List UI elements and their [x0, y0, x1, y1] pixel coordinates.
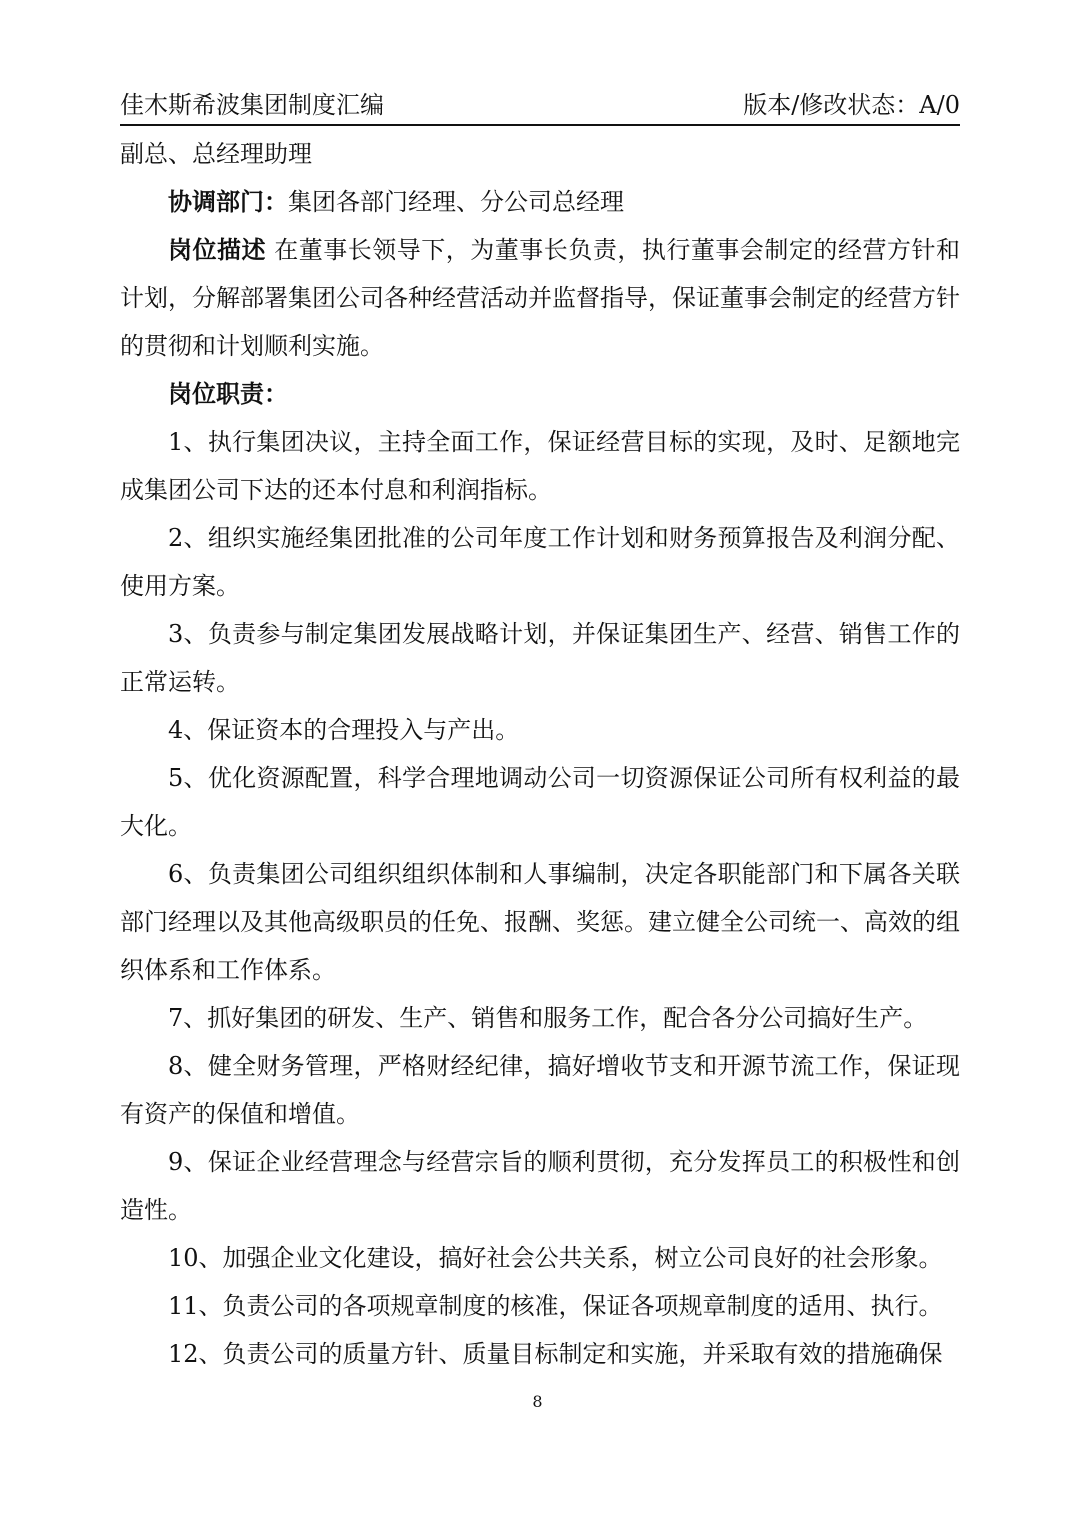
duty-item: 2、组织实施经集团批准的公司年度工作计划和财务预算报告及利润分配、使用方案。 [120, 524, 960, 600]
duty-item: 5、优化资源配置，科学合理地调动公司一切资源保证公司所有权利益的最大化。 [120, 764, 960, 840]
duty-item: 4、保证资本的合理投入与产出。 [168, 716, 520, 744]
duty-item: 11、负责公司的各项规章制度的核准，保证各项规章制度的适用、执行。 [168, 1292, 943, 1320]
page-header [120, 88, 960, 126]
description-paragraph [120, 226, 960, 370]
coordination-paragraph [120, 178, 960, 226]
duty-item: 12、负责公司的质量方针、质量目标制定和实施，并采取有效的措施确保 [168, 1340, 943, 1368]
page-number: 8 [532, 1392, 543, 1411]
header-title: 佳木斯希波集团制度汇编 [120, 91, 384, 119]
document-body [120, 130, 960, 1378]
duty-item: 8、健全财务管理，严格财经纪律，搞好增收节支和开源节流工作，保证现有资产的保值和增值。 [120, 1052, 960, 1128]
duty-item: 7、抓好集团的研发、生产、销售和服务工作，配合各分公司搞好生产。 [168, 1004, 928, 1032]
description-label: 岗位描述 [168, 235, 267, 264]
duty-item: 3、负责参与制定集团发展战略计划，并保证集团生产、经营、销售工作的正常运转。 [120, 620, 960, 696]
header-version: 版本/修改状态：A/0 [743, 91, 960, 119]
continued-line: 副总、总经理助理 [120, 140, 312, 168]
duties-heading: 岗位职责： [168, 379, 288, 408]
coordination-text: 集团各部门经理、分公司总经理 [288, 188, 624, 216]
duty-item: 9、保证企业经营理念与经营宗旨的顺利贯彻，充分发挥员工的积极性和创造性。 [120, 1148, 960, 1224]
duty-item: 1、执行集团决议，主持全面工作，保证经营目标的实现，及时、足额地完成集团公司下达的还本付息和利润指标。 [120, 428, 960, 504]
coordination-label: 协调部门： [168, 187, 288, 216]
description-text: 在董事长领导下，为董事长负责，执行董事会制定的经营方针和计划，分解部署集团公司各种经营活动并监督指导，保证董事会制定的经营方针的贯彻和计划顺利实施。 [120, 236, 960, 360]
duty-item: 10、加强企业文化建设，搞好社会公共关系，树立公司良好的社会形象。 [168, 1244, 943, 1272]
duty-item: 6、负责集团公司组织组织体制和人事编制，决定各职能部门和下属各关联部门经理以及其他高级职员的任免、报酬、奖惩。建立健全公司统一、高效的组织体系和工作体系。 [120, 860, 960, 984]
